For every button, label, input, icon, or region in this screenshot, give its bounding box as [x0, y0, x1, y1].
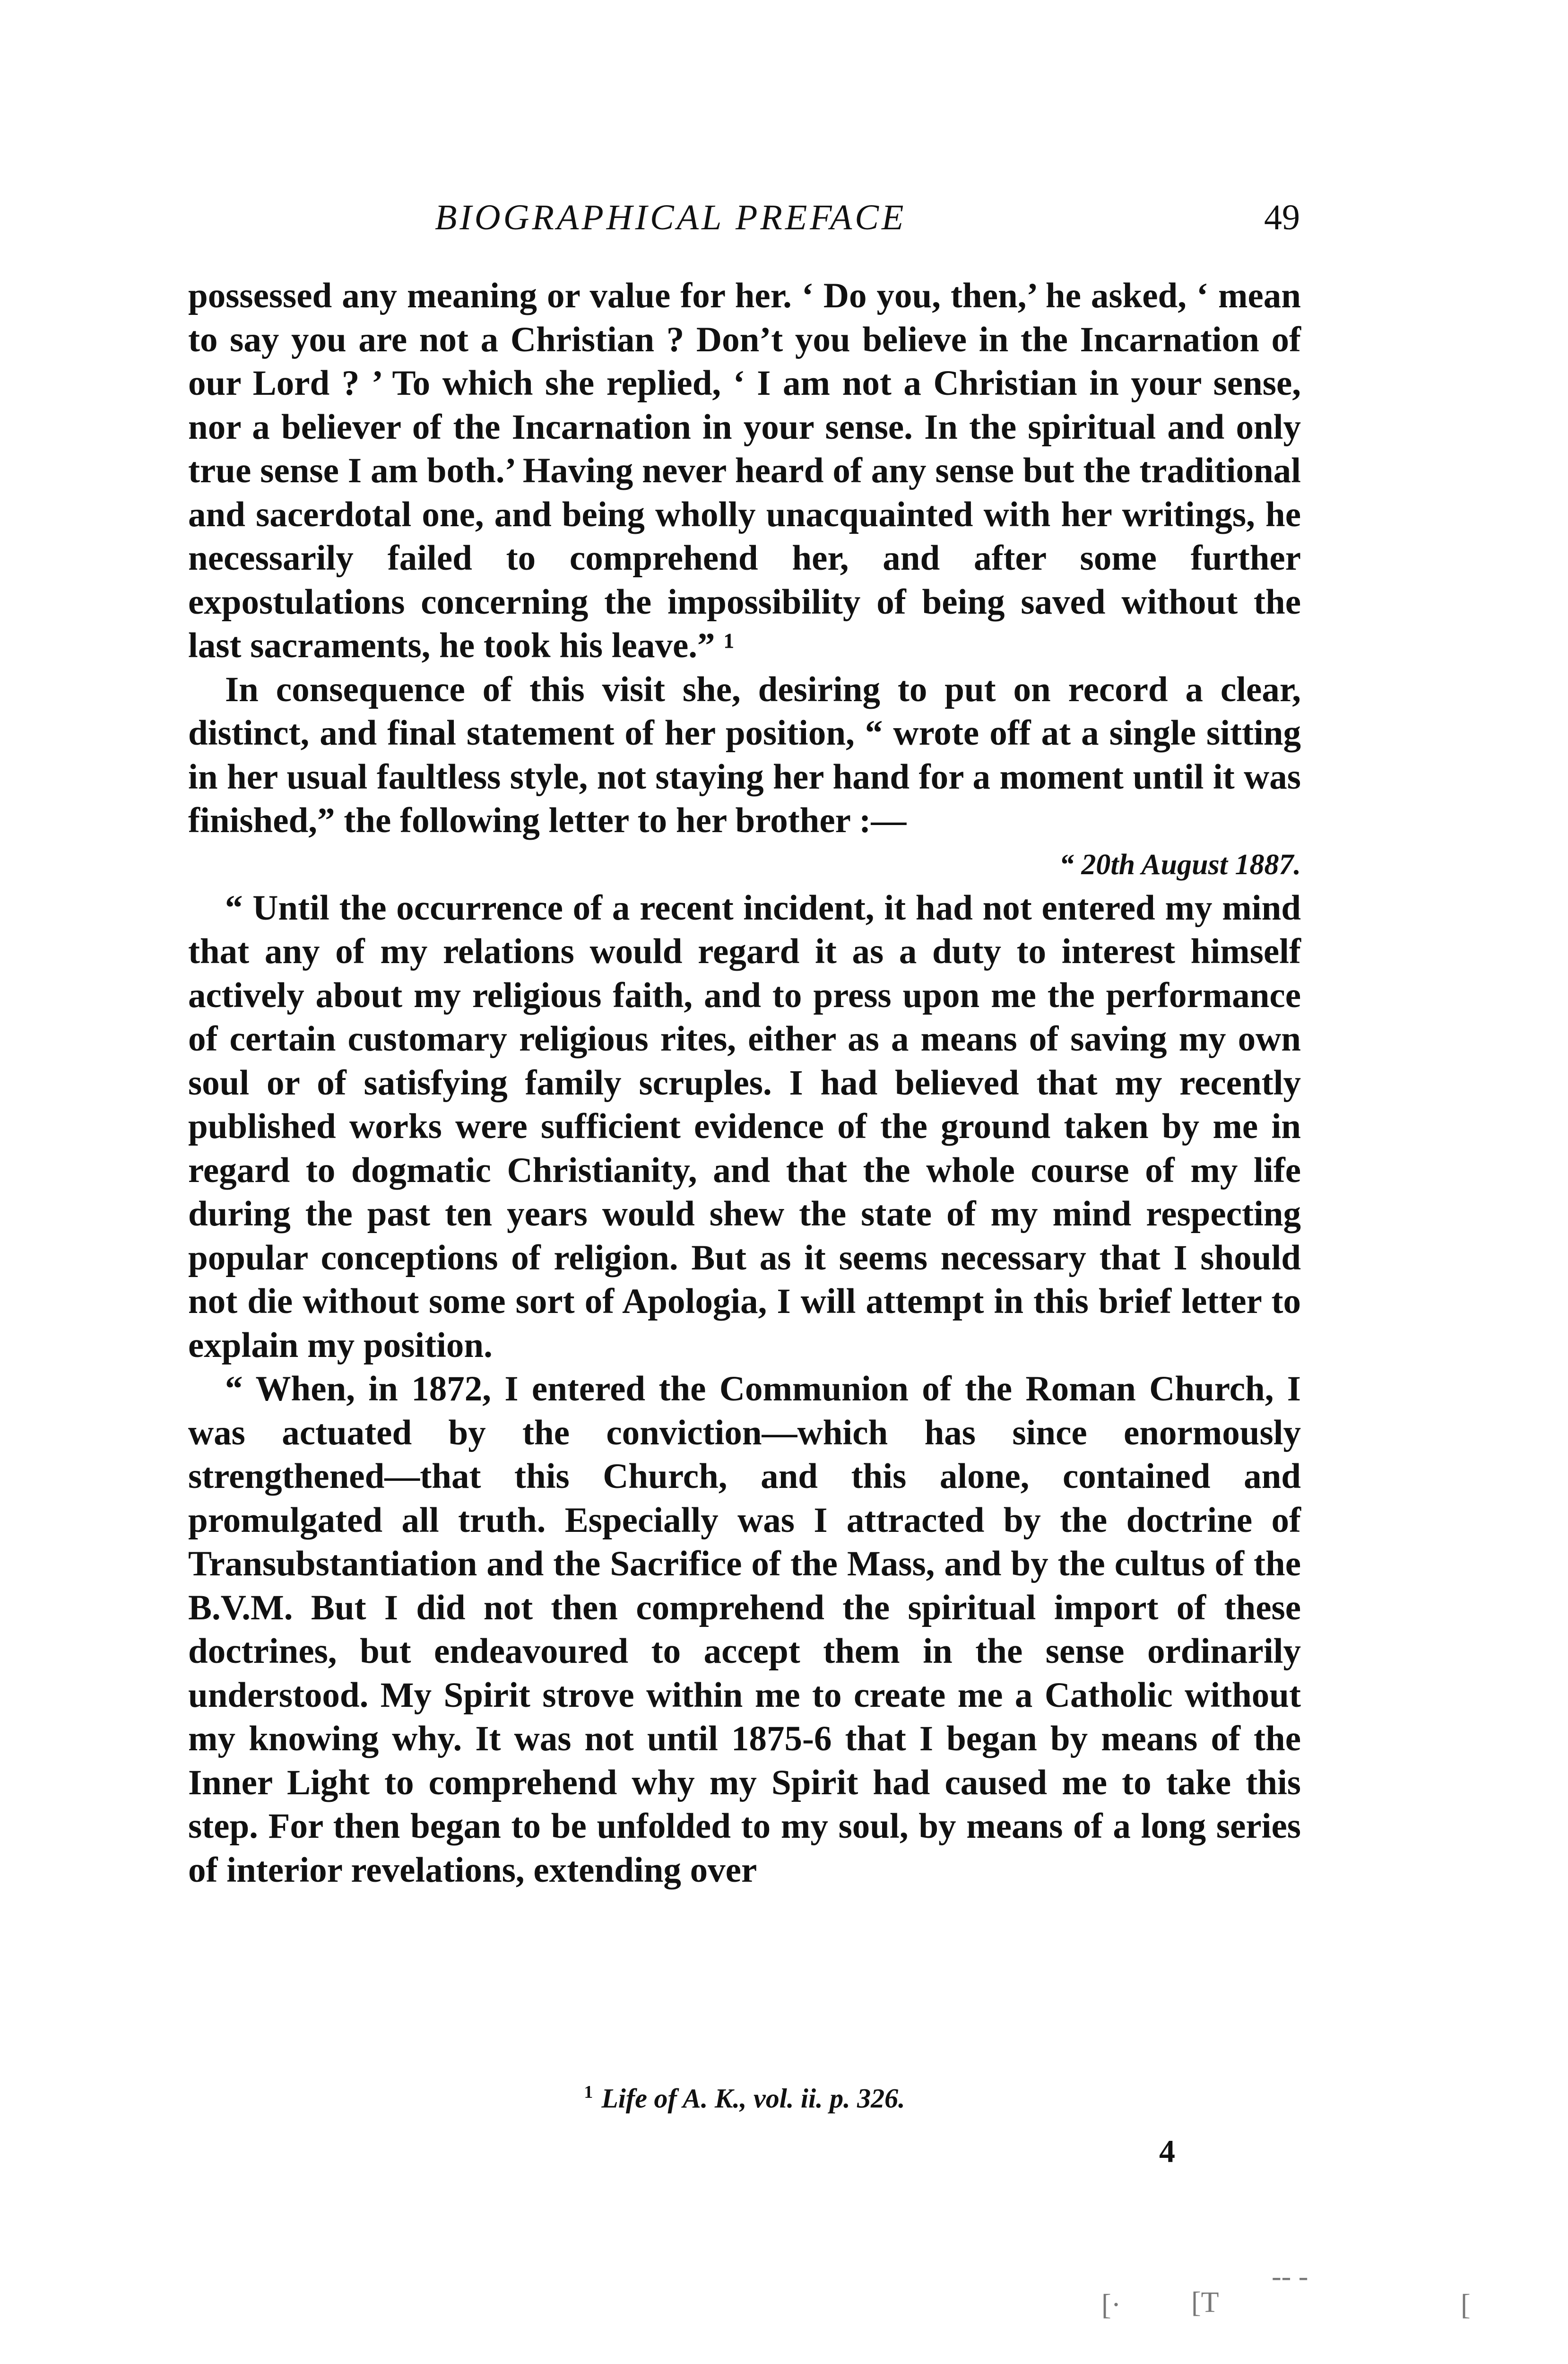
paragraph-letter-roman-church: “ When, in 1872, I entered the Communion of the Roman Church, I was actuated by the conviction—which has since enormously strengthened—that this Church, and this alone, contained and promulgated all truth. Especially was I attracted by the doctrine of Transubstantiation and the Sacrifice of the Mass, and by the cultus of the B.V.M. But I did not then comprehend the spiritual import of these doctrines, but endeavoured to accept them in the sense ordinarily understood. My Spirit strove within me to create me a Catholic without my knowing why. It was not until 1875-6 that I began by means of the Inner Light to comprehend why my Spirit had caused me to take this step. For then began to be unfolded to my soul, by means of a long series of interior revelations, extending over [188, 1369, 1301, 1890]
footnote [188, 2073, 1301, 2117]
footnote-mark: 1 [584, 2082, 593, 2102]
paragraph-letter-opening: “ Until the occurrence of a recent incident, it had not entered my mind that any of my relations would regard it as a duty to interest himself actively about my religious faith, and to press upon me the performance of certain customary religious rites, either as a means of saving my own soul or of satisfying family scruples. I had believed that my recently published works were sufficient evidence of the ground taken by me in regard to dogmatic Christianity, and that the whole course of my life during the past ten years would shew the state of my mind respecting popular conceptions of religion. But as it seems necessary that I should not die without some sort of Apologia, I will attempt in this brief letter to explain my position. [188, 888, 1301, 1365]
paragraph-consequence: In consequence of this visit she, desiring to put on record a clear, distinct, and final statement of her position, “ wrote off at a single sitting in her usual faultless style, not staying her hand for a moment until it was finished,” the following letter to her brother :— [188, 669, 1301, 840]
scan-artifact-dashes: -- - [1272, 2260, 1308, 2293]
page-number: 49 [1264, 198, 1300, 237]
page-header [189, 189, 1300, 246]
footnote-text: Life of A. K., vol. ii. p. 326. [601, 2083, 905, 2114]
scan-artifact-left: [· [1101, 2289, 1121, 2321]
letter-date: “ 20th August 1887. [1059, 848, 1301, 881]
body-text [188, 274, 1301, 1892]
scan-artifact-right: [ [1461, 2289, 1471, 2321]
running-title: BIOGRAPHICAL PREFACE [435, 198, 907, 237]
scan-artifact-middle: [T [1191, 2286, 1219, 2319]
signature-mark: 4 [1159, 2133, 1175, 2169]
paragraph-continuation: possessed any meaning or value for her. ‘ Do you, then,’ he asked, ‘ mean to say you are not a Christian ? Don’t you believe in the Incarnation of our Lord ? ’ To which she replied, ‘ I am not a Christian in your sense, nor a believer of the Incarnation in your sense. In the spiritual and only true sense I am both.’ Having never heard of any sense but the traditional and sacerdotal one, and being wholly unacquainted with her writings, he necessarily failed to comprehend her, and after some further expostulations concerning the impossibility of being saved without the last sacraments, he took his leave.” ¹ [188, 276, 1301, 665]
